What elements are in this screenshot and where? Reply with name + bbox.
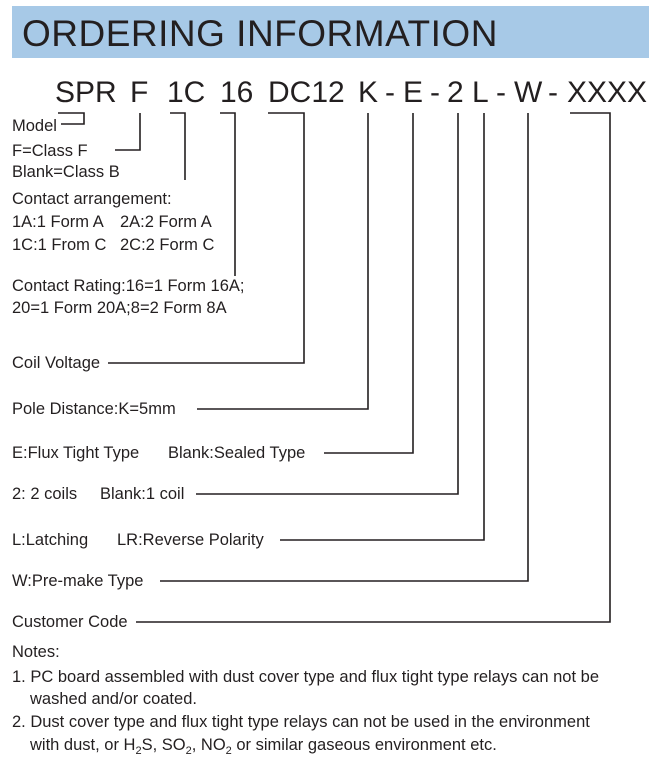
subscript: 2 xyxy=(135,745,142,757)
label-coils-blank: Blank:1 coil xyxy=(100,485,185,503)
code-separator: - xyxy=(430,76,440,109)
label-class-f: F=Class F xyxy=(12,142,88,160)
code-separator: - xyxy=(548,76,558,109)
notes-title: Notes: xyxy=(12,643,60,661)
label-contact-arrangement-2a: 2A:2 Form A xyxy=(120,213,212,231)
code-class: F xyxy=(130,76,149,109)
code-flux-type: E xyxy=(403,76,424,109)
note-2-text: with dust, or H xyxy=(30,736,136,754)
label-contact-rating-line1: Contact Rating:16=1 Form 16A; xyxy=(12,277,245,295)
code-separator: - xyxy=(385,76,395,109)
label-flux-tight: E:Flux Tight Type xyxy=(12,444,140,462)
section-title: ORDERING INFORMATION xyxy=(22,13,498,54)
note-2-text: or similar gaseous environment etc. xyxy=(231,736,497,754)
note-2-line-2 xyxy=(30,735,497,761)
leader-line-latching xyxy=(280,113,484,540)
subscript: 2 xyxy=(225,745,232,757)
label-coils-2: 2: 2 coils xyxy=(12,485,78,503)
code-premake: W xyxy=(514,76,543,109)
note-2-text: S, SO xyxy=(141,736,186,754)
note-2-line-1: 2. Dust cover type and flux tight type relays can not be used in the environment xyxy=(12,713,590,731)
note-1-line-2: washed and/or coated. xyxy=(30,690,197,708)
label-contact-arrangement-1c: 1C:1 From C xyxy=(12,236,107,254)
label-reverse-polarity: LR:Reverse Polarity xyxy=(117,531,264,549)
leader-line-model xyxy=(58,113,84,124)
label-customer-code: Customer Code xyxy=(12,613,128,631)
label-contact-arrangement-2c: 2C:2 Form C xyxy=(120,236,215,254)
label-contact-rating-line2: 20=1 Form 20A;8=2 Form 8A xyxy=(12,299,227,317)
leader-line-contact-arrangement xyxy=(170,113,185,180)
leader-line-premake xyxy=(160,113,528,581)
note-2-text: , NO xyxy=(191,736,226,754)
code-model: SPR xyxy=(55,76,117,109)
leader-line-class xyxy=(115,113,140,150)
code-coil-voltage: DC12 xyxy=(268,76,345,109)
label-latching: L:Latching xyxy=(12,531,89,549)
leader-line-pole-distance xyxy=(197,113,368,409)
note-1-line-1: 1. PC board assembled with dust cover type and flux tight type relays can not be xyxy=(12,668,599,686)
code-contact-rating: 16 xyxy=(220,76,254,109)
code-contact-arrangement: 1C xyxy=(167,76,206,109)
code-customer-code: XXXX xyxy=(567,76,648,109)
code-separator: - xyxy=(496,76,506,109)
label-coil-voltage: Coil Voltage xyxy=(12,354,101,372)
code-pole-distance: K xyxy=(358,76,379,109)
code-coils: 2 xyxy=(447,76,464,109)
label-class-b: Blank=Class B xyxy=(12,163,120,181)
subscript: 2 xyxy=(185,745,192,757)
label-contact-arrangement-title: Contact arrangement: xyxy=(12,190,172,208)
code-latching: L xyxy=(472,76,489,109)
label-model: Model xyxy=(12,117,57,135)
label-contact-arrangement-1a: 1A:1 Form A xyxy=(12,213,104,231)
label-premake: W:Pre-make Type xyxy=(12,572,144,590)
leader-line-contact-rating xyxy=(220,113,235,276)
label-sealed: Blank:Sealed Type xyxy=(168,444,306,462)
label-pole-distance: Pole Distance:K=5mm xyxy=(12,400,176,418)
